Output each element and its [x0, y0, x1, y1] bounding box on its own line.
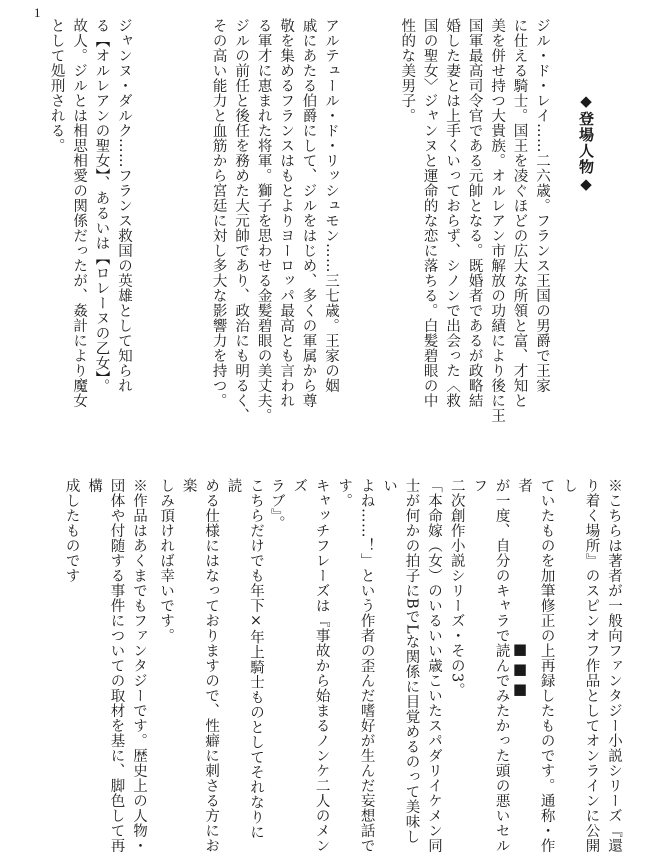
section-heading: ◆登場人物◆: [577, 92, 595, 194]
text-line: が一度、自分のキャラで読んでみたかった頭の悪いセルフ: [471, 478, 510, 853]
character-entry-richemont: [207, 18, 342, 438]
text-line: 美を併せ持つ大貴族。オルレアン市解放の功績により後に王: [489, 18, 506, 423]
page-number: 1: [34, 5, 41, 20]
text-line: ていたものを加筆修正の上再録したものです。通称・作者: [516, 478, 555, 853]
text-line: 国の聖女〉ジャンヌと運命的な恋に落ちる。白髪碧眼の中: [421, 18, 438, 408]
character-entry-jeanne: [45, 18, 135, 438]
text-line: 性的な美男子。: [399, 18, 416, 123]
character-entry-gilles: [396, 18, 553, 438]
text-line: ※作品はあくまでもファンタジーです。歴史上の人物・: [131, 478, 147, 853]
text-line: として処刑される。: [48, 18, 65, 153]
note-paragraph: [60, 478, 150, 853]
text-line: ※こちらは著者が一般向ファンタジー小説シリーズ『還: [606, 478, 622, 853]
text-line: 国軍最高司令官である元帥となる。既婚者であるが政略結: [466, 18, 483, 408]
section-separator: ■■■: [511, 640, 529, 700]
text-line: る軍才に恵まれた将軍。獅子を思わせる金髪碧眼の美丈夫。: [255, 18, 272, 423]
text-line: 戚にあたる伯爵にして、ジルをはじめ、多くの軍属から尊: [300, 18, 317, 408]
text-line: よね……！」という作者の歪んだ嗜好が生んだ妄想話です。: [336, 478, 375, 853]
text-line: 「本命嫁（女）のいるいい歳こいたスパダリイケメン同: [426, 478, 442, 853]
text-line: こちらだけでも年下×年上騎士ものとしてそれなりに読: [225, 478, 264, 840]
text-line: ジルの前任と後任を務めた大元帥であり、政治にも明るく、: [233, 18, 250, 423]
text-line: 士が何かの拍子にBでLな関係に目覚めるのって美味しい: [381, 478, 420, 845]
note-paragraph: [155, 478, 267, 853]
text-line: キャッチフレーズは『事故から始まるノンケ二人のメンズ: [291, 478, 330, 853]
text-line: ジル・ド・レイ……二六歳。フランス王国の男爵で王家: [534, 18, 550, 393]
text-line: る【オルレアンの聖女】、あるいは【ロレーヌの乙女】。: [93, 18, 110, 394]
text-line: その高い能力と血筋から宮廷に対し多大な影響力を持つ。: [210, 18, 227, 408]
text-line: に仕える騎士。国王を凌ぐほどの広大な所領と富、才知と: [511, 18, 528, 408]
text-line: アルテュール・ド・リッシュモン……三七歳。王家の姻: [323, 18, 339, 393]
text-line: める仕様にはなっておりますので、性癖に刺さる方にお楽: [180, 478, 220, 853]
text-line: り着く場所』のスピンオフ作品としてオンラインに公開し: [561, 478, 600, 853]
text-line: 故人。ジルとは相思相愛の関係だったが、姦計により魔女: [71, 18, 88, 408]
text-line: ラブ』。: [268, 478, 285, 531]
text-line: 団体や付随する事件についての取材を基に、脚色して再構: [86, 478, 125, 853]
text-line: 二次創作小説シリーズ・その3。: [448, 478, 465, 698]
note-paragraph: [445, 478, 625, 853]
text-line: ジャンヌ・ダルク……フランス救国の英雄として知られ: [116, 18, 132, 393]
text-line: 敬を集めるフランスはもとよりヨーロッパ最高とも言われ: [278, 18, 295, 408]
text-line: 婚した妻とは上手くいっておらず、シノンで出会った〈救: [444, 18, 461, 408]
note-paragraph: [265, 478, 445, 853]
text-line: 成したものです: [63, 478, 80, 583]
text-line: しみ頂ければ幸いです。: [158, 478, 175, 643]
